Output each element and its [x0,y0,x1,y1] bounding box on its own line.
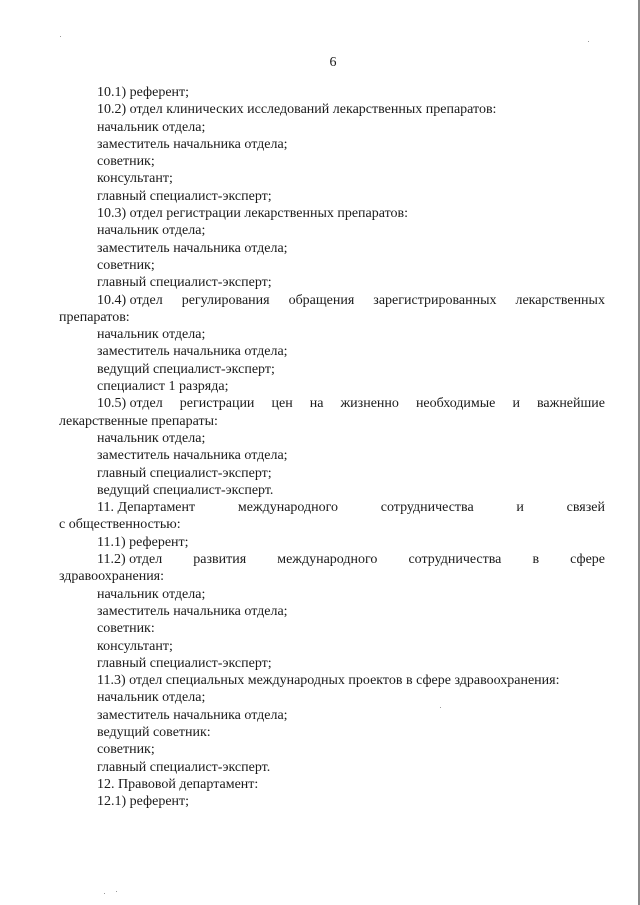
section-heading-continuation: здравоохранения: [59,569,165,585]
list-item: главный специалист-эксперт; [97,655,272,671]
heading-word: зарегистрированных [373,292,497,308]
heading-word: сфере [570,552,605,568]
list-item: начальник отдела; [97,430,206,446]
section-heading [59,551,605,568]
department-heading: 12. Правовой департамент: [97,776,259,792]
list-item: начальник отдела; [97,690,206,706]
heading-word: международного [237,500,339,516]
scan-speck [116,891,117,892]
list-item: заместитель начальника отдела; [97,603,288,619]
heading-word: лекарственных [515,292,605,308]
heading-word: международного [277,552,378,568]
list-item: главный специалист-эксперт; [97,465,272,481]
scan-speck [60,36,61,37]
heading-word: необходимые [415,396,496,412]
document-body [59,84,605,810]
section-heading [59,292,605,309]
department-heading-continuation: с общественностью: [59,517,181,533]
section-heading-continuation: препаратов: [59,309,130,325]
section-heading-continuation: лекарственные препараты: [59,413,218,429]
list-item: главный специалист-эксперт. [97,759,271,775]
heading-word: регулирования [181,292,270,308]
scan-speck [104,893,105,894]
section-heading: 10.2) отдел клинических исследований лекарственных препаратов: [97,102,497,118]
list-item: специалист 1 разряда; [97,379,229,395]
list-item: заместитель начальника отдела; [97,240,288,256]
page-number: 6 [329,55,337,70]
heading-word: сотрудничества [408,552,502,568]
heading-word: на [309,396,324,412]
list-item: 11.1) референт; [97,534,189,550]
heading-word: и [512,396,520,412]
heading-word: регистрации [179,396,255,412]
scan-speck [440,707,441,708]
list-item: советник; [97,257,155,273]
list-item: ведущий специалист-эксперт. [97,482,274,498]
list-item: заместитель начальника отдела; [97,344,288,360]
heading-word: сотрудничества [380,500,474,516]
section-heading: 10.3) отдел регистрации лекарственных препаратов: [97,206,409,222]
list-item: ведущий советник: [97,724,211,740]
list-item: советник; [97,154,155,170]
list-item: начальник отдела; [97,586,206,602]
list-item: советник; [97,742,155,758]
list-item: главный специалист-эксперт; [97,275,272,291]
list-item: начальник отдела; [97,327,206,343]
list-item: заместитель начальника отдела; [97,707,288,723]
heading-word: 11. Департамент [97,500,196,516]
heading-word: важнейшие [537,396,605,412]
list-item: консультант; [97,171,173,187]
heading-word: обращения [288,292,355,308]
department-heading [59,499,605,516]
section-heading [59,395,605,412]
scan-speck [588,41,589,42]
heading-word: 11.2) отдел [97,552,163,568]
list-item: 12.1) референт; [97,794,190,810]
list-item: начальник отдела; [97,223,206,239]
heading-word: связей [566,500,605,516]
list-item: ведущий специалист-эксперт; [97,361,275,377]
heading-word: и [516,500,524,516]
list-item: заместитель начальника отдела; [97,448,288,464]
section-heading: 11.3) отдел специальных международных проектов в сфере здравоохранения: [97,673,560,689]
list-item: главный специалист-эксперт; [97,188,272,204]
heading-word: 10.5) отдел [97,396,163,412]
list-item: консультант; [97,638,173,654]
list-item: начальник отдела; [97,119,206,135]
list-item: 10.1) референт; [97,85,190,100]
heading-word: 10.4) отдел [97,292,163,308]
list-item: заместитель начальника отдела; [97,136,288,152]
heading-word: цен [271,396,293,412]
heading-word: развития [193,552,247,568]
heading-word: в [532,552,540,568]
list-item: советник: [97,621,155,637]
heading-word: жизненно [340,396,399,412]
